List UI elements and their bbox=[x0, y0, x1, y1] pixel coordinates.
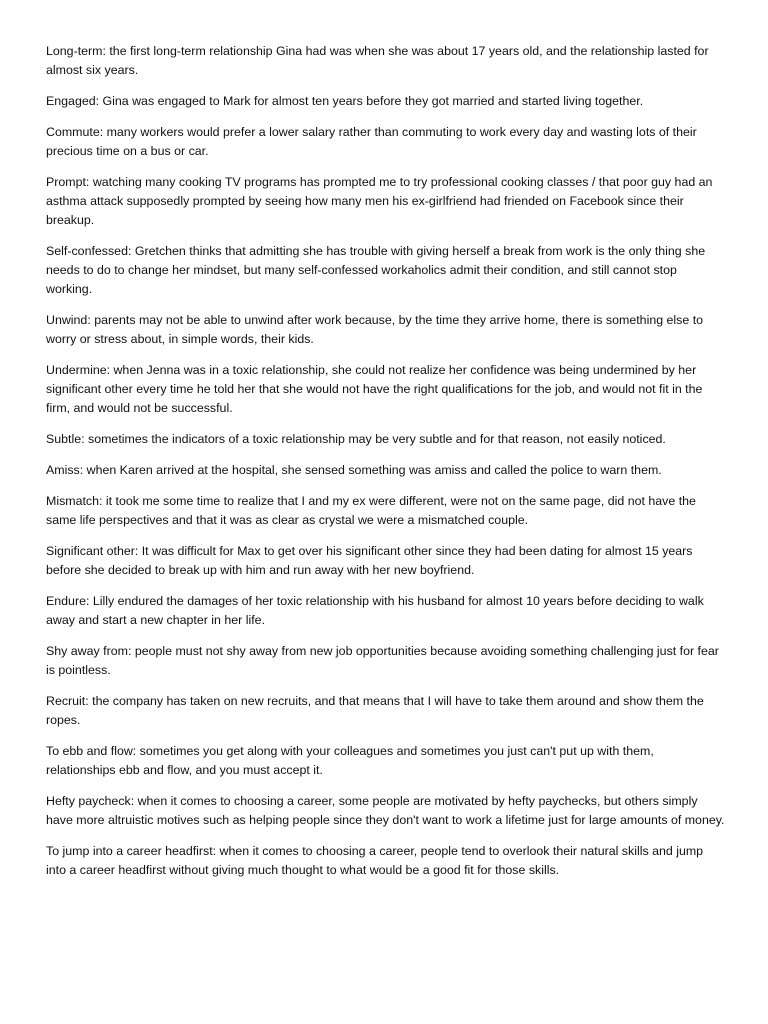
entry-self-confessed: Self-confessed: Gretchen thinks that admitting she has trouble with giving herself a break from work is the only thing she needs to do to change her mindset, but many self-confessed workaholics admit their condition, and still cannot stop working. bbox=[46, 244, 706, 296]
entry-shy-away-from: Shy away from: people must not shy away from new job opportunities because avoiding something challenging just for fear is pointless. bbox=[46, 644, 719, 677]
entry-subtle: Subtle: sometimes the indicators of a toxic relationship may be very subtle and for that reason, not easily noticed. bbox=[46, 432, 666, 446]
entry-undermine: Undermine: when Jenna was in a toxic relationship, she could not realize her confidence was being undermined by her significant other every time he told her that she would not have the right qualifications for the job, and would not fit in the firm, and would not be successful. bbox=[46, 363, 703, 415]
entry-amiss: Amiss: when Karen arrived at the hospital, she sensed something was amiss and called the police to warn them. bbox=[46, 463, 662, 477]
entry-prompt: Prompt: watching many cooking TV programs has prompted me to try professional cooking classes / that poor guy had an asthma attack supposedly prompted by seeing how many men his ex-girlfriend had friended on Facebook since their breakup. bbox=[46, 175, 713, 227]
entry-ebb-and-flow: To ebb and flow: sometimes you get along with your colleagues and sometimes you just can't put up with them, relationships ebb and flow, and you must accept it. bbox=[46, 744, 654, 777]
entry-hefty-paycheck: Hefty paycheck: when it comes to choosing a career, some people are motivated by hefty paychecks, but others simply have more altruistic motives such as helping people since they don't want to work a lifetime just for large amounts of money. bbox=[46, 794, 725, 827]
entry-engaged: Engaged: Gina was engaged to Mark for almost ten years before they got married and started living together. bbox=[46, 94, 644, 108]
vocabulary-list bbox=[46, 42, 726, 892]
entry-commute: Commute: many workers would prefer a lower salary rather than commuting to work every day and wasting lots of their precious time on a bus or car. bbox=[46, 125, 697, 158]
entry-unwind: Unwind: parents may not be able to unwind after work because, by the time they arrive home, there is something else to worry or stress about, in simple words, their kids. bbox=[46, 313, 704, 346]
entry-significant-other: Significant other: It was difficult for Max to get over his significant other since they had been dating for almost 15 years before she decided to break up with him and run away with her new boyfriend. bbox=[46, 544, 693, 577]
entry-jump-into-career-headfirst: To jump into a career headfirst: when it comes to choosing a career, people tend to overlook their natural skills and jump into a career headfirst without giving much thought to what would be a good fit for those skills. bbox=[46, 844, 704, 877]
entry-mismatch: Mismatch: it took me some time to realize that I and my ex were different, were not on the same page, did not have the same life perspectives and that it was as clear as crystal we were a mismatched couple. bbox=[46, 494, 696, 527]
entry-long-term: Long-term: the first long-term relationship Gina had was when she was about 17 years old, and the relationship lasted for almost six years. bbox=[46, 44, 709, 77]
entry-endure: Endure: Lilly endured the damages of her toxic relationship with his husband for almost 10 years before deciding to walk away and start a new chapter in her life. bbox=[46, 594, 704, 627]
entry-recruit: Recruit: the company has taken on new recruits, and that means that I will have to take them around and show them the ropes. bbox=[46, 694, 704, 727]
